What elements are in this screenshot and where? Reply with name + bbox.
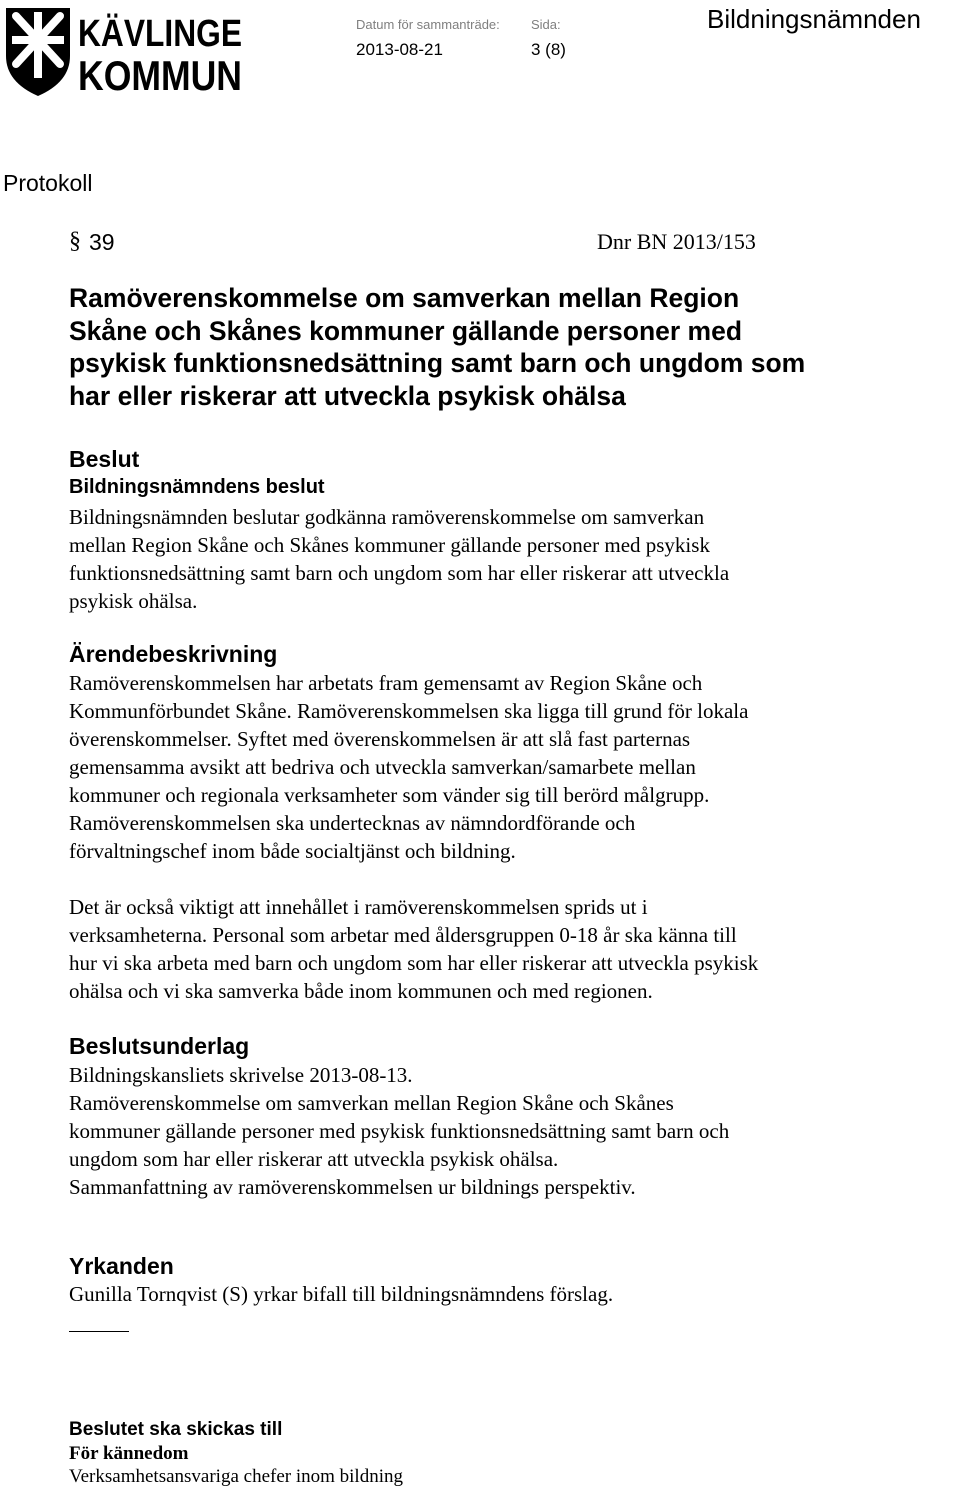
paragraph-symbol: § bbox=[69, 228, 81, 254]
text-line: Ramöverenskommelsen ska undertecknas av nämndordförande och bbox=[69, 811, 636, 835]
org-title: Bildningsnämnden bbox=[707, 4, 921, 34]
arende-section bbox=[69, 640, 277, 668]
title-line: Ramöverenskommelse om samverkan mellan Region bbox=[69, 283, 740, 313]
kavlinge-kommun-logo bbox=[2, 2, 275, 99]
text-line: ohälsa och vi ska samverka både inom kommunen och med regionen. bbox=[69, 979, 653, 1003]
document-type: Protokoll bbox=[3, 170, 93, 196]
beslut-heading: Beslut bbox=[69, 446, 140, 472]
text-line: Ramöverenskommelsen har arbetats fram gemensamt av Region Skåne och bbox=[69, 671, 703, 695]
text-line: Gunilla Tornqvist (S) yrkar bifall till bildningsnämndens förslag. bbox=[69, 1282, 614, 1306]
arende-heading: Ärendebeskrivning bbox=[69, 641, 278, 667]
logo-line1: KÄVLINGE bbox=[78, 13, 275, 55]
logo-line2: KOMMUN bbox=[78, 52, 242, 99]
title-line: Skåne och Skånes kommuner gällande personer med bbox=[69, 315, 743, 346]
text-line: kommuner och regionala verksamheter som vänder sig till berörd målgrupp. bbox=[69, 783, 710, 807]
coat-of-arms-icon bbox=[2, 2, 275, 99]
section-divider bbox=[69, 1331, 129, 1332]
text-line: Det är också viktigt att innehållet i ramöverenskommelsen sprids ut i bbox=[69, 895, 648, 919]
title-line: psykisk funktionsnedsättning samt barn och ungdom som bbox=[69, 348, 806, 378]
yrkanden-text bbox=[69, 1280, 613, 1308]
underlag-section bbox=[69, 1032, 249, 1060]
arende-paragraph-2 bbox=[69, 893, 758, 1005]
title-line: har eller riskerar att utveckla psykisk ohälsa bbox=[69, 380, 626, 411]
arende-paragraph-1 bbox=[69, 669, 748, 865]
text-line: Ramöverenskommelse om samverkan mellan Region Skåne och Skånes bbox=[69, 1091, 674, 1115]
text-line: hur vi ska arbeta med barn och ungdom som har eller riskerar att utveckla psykisk bbox=[69, 951, 759, 975]
underlag-heading: Beslutsunderlag bbox=[69, 1033, 250, 1059]
beslut-text bbox=[69, 503, 729, 615]
recipients-subheading: För kännedom bbox=[69, 1443, 189, 1464]
text-line: förvaltningschef inom både socialtjänst och bildning. bbox=[69, 839, 516, 863]
date-value: 2013-08-21 bbox=[356, 40, 443, 59]
date-label: Datum för sammanträde: bbox=[356, 17, 500, 32]
underlag-text bbox=[69, 1061, 729, 1201]
paragraph-number: 39 bbox=[89, 229, 115, 255]
text-line: Bildningsnämnden beslutar godkänna ramöverenskommelse om samverkan bbox=[69, 505, 705, 529]
text-line: mellan Region Skåne och Skånes kommuner gällande personer med psykisk bbox=[69, 533, 710, 557]
text-line: överenskommelser. Syftet med överenskommelsen är att slå fast parternas bbox=[69, 727, 691, 751]
recipients-heading: Beslutet ska skickas till bbox=[69, 1419, 283, 1440]
document-title bbox=[69, 282, 929, 412]
text-line: gemensamma avsikt att bedriva och utveckla samverkan/samarbete mellan bbox=[69, 755, 696, 779]
text-line: funktionsnedsättning samt barn och ungdom som har eller riskerar att utveckla bbox=[69, 561, 730, 585]
case-number: Dnr BN 2013/153 bbox=[597, 229, 756, 254]
page-value: 3 (8) bbox=[531, 40, 566, 59]
yrkanden-section bbox=[69, 1252, 174, 1280]
text-line: kommuner gällande personer med psykisk funktionsnedsättning samt barn och bbox=[69, 1119, 730, 1143]
text-line: psykisk ohälsa. bbox=[69, 589, 198, 613]
text-line: Sammanfattning av ramöverenskommelsen ur bildnings perspektiv. bbox=[69, 1175, 636, 1199]
page-label: Sida: bbox=[531, 17, 561, 32]
text-line: ungdom som har eller riskerar att utveckla psykisk ohälsa. bbox=[69, 1147, 559, 1171]
recipients-list: Verksamhetsansvariga chefer inom bildning bbox=[69, 1466, 403, 1487]
yrkanden-heading: Yrkanden bbox=[69, 1253, 174, 1279]
beslut-subheading: Bildningsnämndens beslut bbox=[69, 476, 325, 498]
text-line: verksamheterna. Personal som arbetar med åldersgruppen 0-18 år ska känna till bbox=[69, 923, 737, 947]
beslut-section bbox=[69, 445, 139, 473]
text-line: Bildningskansliets skrivelse 2013-08-13. bbox=[69, 1063, 413, 1087]
text-line: Kommunförbundet Skåne. Ramöverenskommelsen ska ligga till grund för lokala bbox=[69, 699, 749, 723]
